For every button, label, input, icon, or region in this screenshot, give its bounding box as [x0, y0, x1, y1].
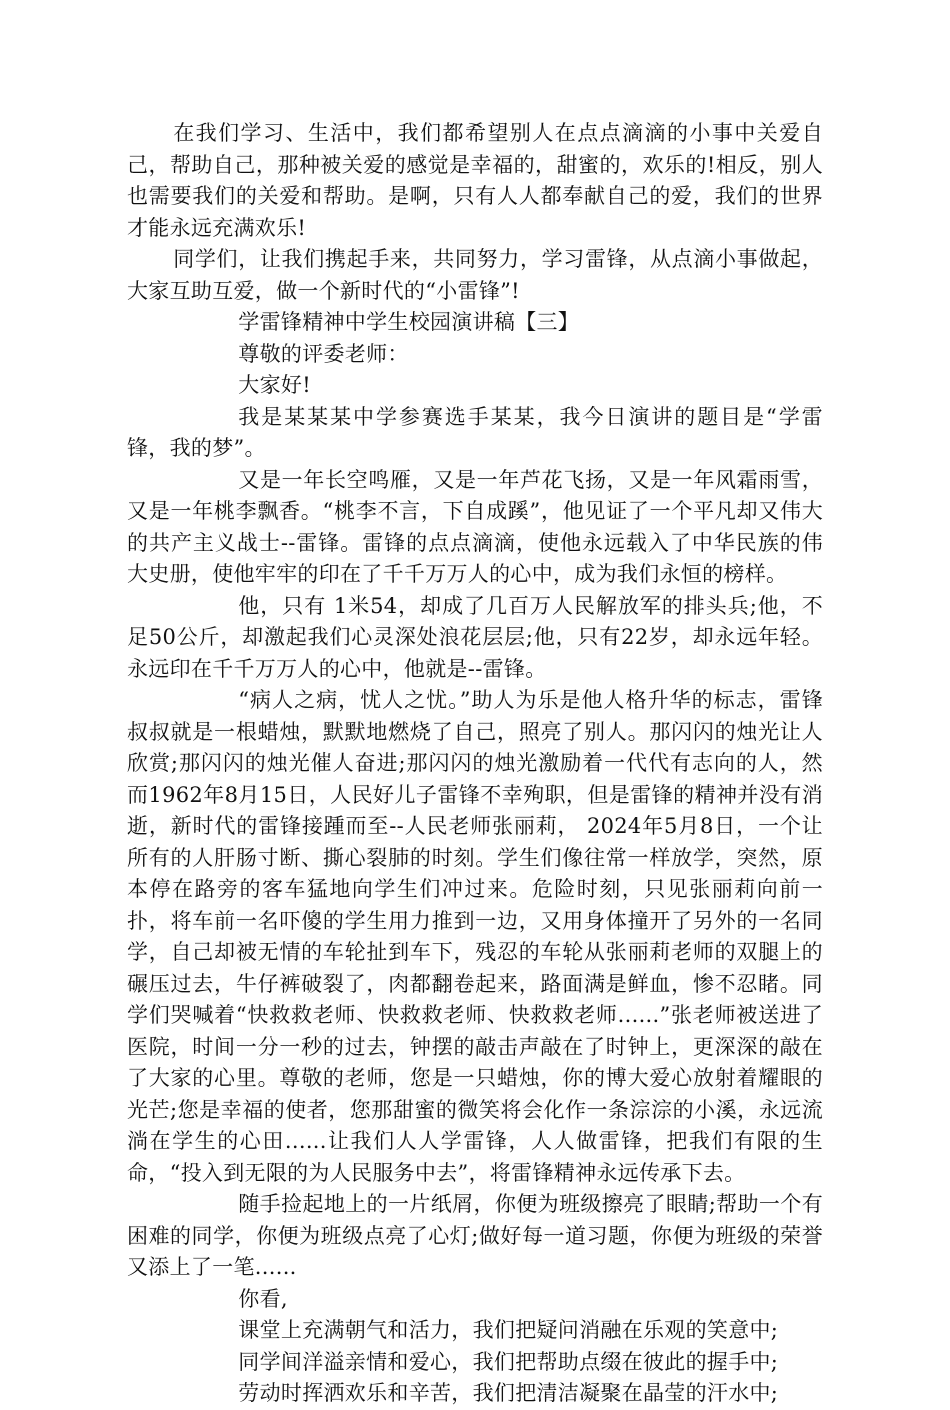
- poem-line: 劳动时挥洒欢乐和辛苦，我们把清洁凝聚在晶莹的汗水中;: [238, 1381, 779, 1405]
- paragraph: 我是某某某中学参赛选手某某，我今日演讲的题目是“学雷锋，我的梦”。: [127, 404, 823, 460]
- paragraph: 随手捡起地上的一片纸屑，你便为班级擦亮了眼睛;帮助一个有困难的同学，你便为班级点亮了心灯;做好每一道习题，你便为班级的荣誉又添上了一笔......: [127, 1192, 823, 1279]
- poem-line: 你看,: [238, 1286, 288, 1311]
- paragraph: 同学们，让我们携起手来，共同努力，学习雷锋，从点滴小事做起，大家互助互爱，做一个新时代的“小雷锋”!: [127, 247, 823, 303]
- section-title: 学雷锋精神中学生校园演讲稿【三】: [238, 310, 580, 334]
- document-text: [127, 118, 823, 1410]
- poem-line: 课堂上充满朝气和活力，我们把疑问消融在乐观的笑意中;: [238, 1318, 779, 1342]
- paragraph: 又是一年长空鸣雁，又是一年芦花飞扬，又是一年风霜雨雪，又是一年桃李飘香。“桃李不言，下自成蹊”，他见证了一个平凡却又伟大的共产主义战士--雷锋。雷锋的点点滴滴，使他永远载入了中华民族的伟大史册，使他牢牢的印在了千千万万人的心中，成为我们永恒的榜样。: [127, 467, 823, 586]
- paragraph: 他，只有 1米54，却成了几百万人民解放军的排头兵;他，不足50公斤，却激起我们心灵深处浪花层层;他，只有22岁，却永远年轻。永远印在千千万万人的心中，他就是--雷锋。: [127, 593, 823, 681]
- paragraph: “病人之病，忧人之忧。”助人为乐是他人格升华的标志，雷锋叔叔就是一根蜡烛，默默地燃烧了自己，照亮了别人。那闪闪的烛光让人欣赏;那闪闪的烛光催人奋进;那闪闪的烛光激励着一代代有志向的人，然而1962年8月15日，人民好儿子雷锋不幸殉职，但是雷锋的精神并没有消逝，新时代的雷锋接踵而至--人民老师张丽莉， 2024年5月8日，一个让所有的人肝肠寸断、撕心裂肺的时刻。学生们像往常一样放学，突然，原本停在路旁的客车猛地向学生们冲过来。危险时刻，只见张丽莉向前一扑，将车前一名吓傻的学生用力推到一边，又用身体撞开了另外的一名同学，自己却被无情的车轮扯到车下，残忍的车轮从张丽莉老师的双腿上的碾压过去，牛仔裤破裂了，肉都翻卷起来，路面满是鲜血，惨不忍睹。同学们哭喊着“快救救老师、快救救老师、快救救老师......”张老师被送进了医院，时间一分一秒的过去，钟摆的敲击声敲在了时钟上，更深深的敲在了大家的心里。尊敬的老师，您是一只蜡烛，你的博大爱心放射着耀眼的光芒;您是幸福的使者，您那甜蜜的微笑将会化作一条淙淙的小溪，永远流淌在学生的心田......让我们人人学雷锋，人人做雷锋，把我们有限的生命，“投入到无限的为人民服务中去”，将雷锋精神永远传承下去。: [127, 688, 823, 1185]
- greeting: 大家好!: [238, 373, 311, 397]
- poem-line: 同学间洋溢亲情和爱心，我们把帮助点缀在彼此的握手中;: [238, 1349, 779, 1374]
- salutation: 尊敬的评委老师：: [238, 341, 409, 366]
- paragraph: 在我们学习、生活中，我们都希望别人在点点滴滴的小事中关爱自己，帮助自己，那种被关爱的感觉是幸福的，甜蜜的，欢乐的!相反，别人也需要我们的关爱和帮助。是啊，只有人人都奉献自己的爱，我们的世界才能永远充满欢乐!: [127, 121, 823, 240]
